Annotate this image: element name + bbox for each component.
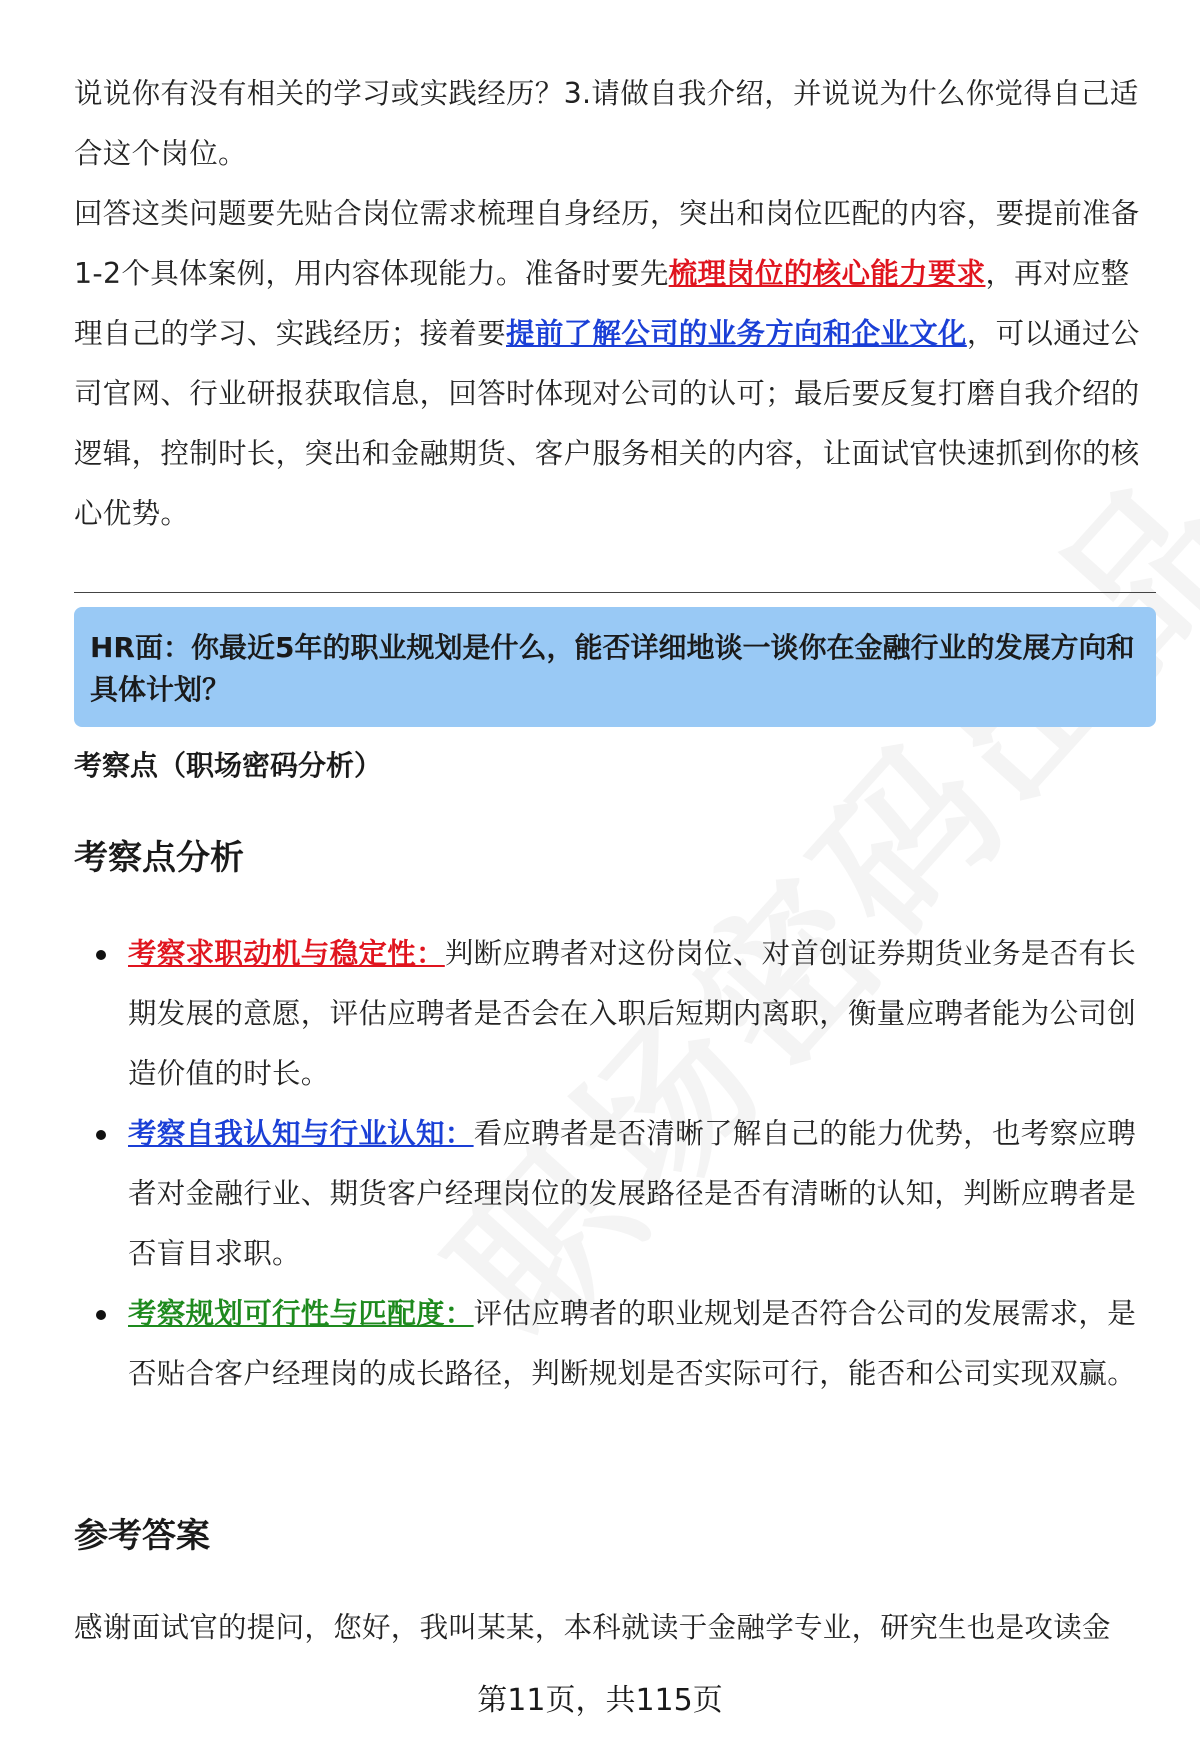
point-title: 考察求职动机与稳定性： xyxy=(128,937,445,970)
section-label: 考察点（职场密码分析） xyxy=(74,749,383,782)
intro-text-2: ，再对应整理自己的学习、实践经历；接着要 xyxy=(74,257,1130,350)
intro-paragraph-2 xyxy=(74,184,1154,544)
heading-answer: 参考答案 xyxy=(74,1516,210,1556)
point-title: 考察自我认知与行业认知： xyxy=(128,1117,474,1150)
list-item xyxy=(74,924,1156,1104)
page-number: 第11页，共115页 xyxy=(477,1683,723,1718)
bullet-icon xyxy=(96,950,106,960)
answer-text: 感谢面试官的提问，您好，我叫某某，本科就读于金融学专业，研究生也是攻读金 xyxy=(74,1611,1111,1644)
heading-analysis: 考察点分析 xyxy=(74,838,244,878)
highlight-company-culture: 提前了解公司的业务方向和企业文化 xyxy=(506,317,967,350)
bullet-icon xyxy=(96,1130,106,1140)
point-title: 考察规划可行性与匹配度： xyxy=(128,1297,474,1330)
intro-section xyxy=(74,64,1154,544)
list-item xyxy=(74,1284,1156,1404)
analysis-list xyxy=(74,924,1156,1404)
point-text: 看应聘者是否清晰了解自己的能力优势，也考察应聘者对金融行业、期货客户经理岗位的发展路径是否有清晰的认知，判断应聘者是否盲目求职。 xyxy=(128,1117,1137,1270)
bullet-icon xyxy=(96,1310,106,1320)
highlight-core-ability: 梳理岗位的核心能力要求 xyxy=(668,257,986,290)
point-text: 评估应聘者的职业规划是否符合公司的发展需求，是否贴合客户经理岗的成长路径，判断规划是否实际可行，能否和公司实现双赢。 xyxy=(128,1297,1137,1390)
divider xyxy=(74,592,1156,593)
intro-paragraph-1: 说说你有没有相关的学习或实践经历？3.请做自我介绍，并说说为什么你觉得自己适合这个岗位。 xyxy=(74,77,1139,170)
question-box xyxy=(74,607,1156,727)
intro-text-1: 回答这类问题要先贴合岗位需求梳理自身经历，突出和岗位匹配的内容，要提前准备1-2个具体案例，用内容体现能力。准备时要先 xyxy=(74,197,1140,290)
list-item xyxy=(74,1104,1156,1284)
intro-text-3: ，可以通过公司官网、行业研报获取信息，回答时体现对公司的认可；最后要反复打磨自我介绍的逻辑，控制时长，突出和金融期货、客户服务相关的内容，让面试官快速抓到你的核心优势。 xyxy=(74,317,1140,530)
point-text: 判断应聘者对这份岗位、对首创证券期货业务是否有长期发展的意愿，评估应聘者是否会在入职后短期内离职，衡量应聘者能为公司创造价值的时长。 xyxy=(128,937,1137,1090)
question-text: HR面：你最近5年的职业规划是什么，能否详细地谈一谈你在金融行业的发展方向和具体计划？ xyxy=(90,631,1135,706)
